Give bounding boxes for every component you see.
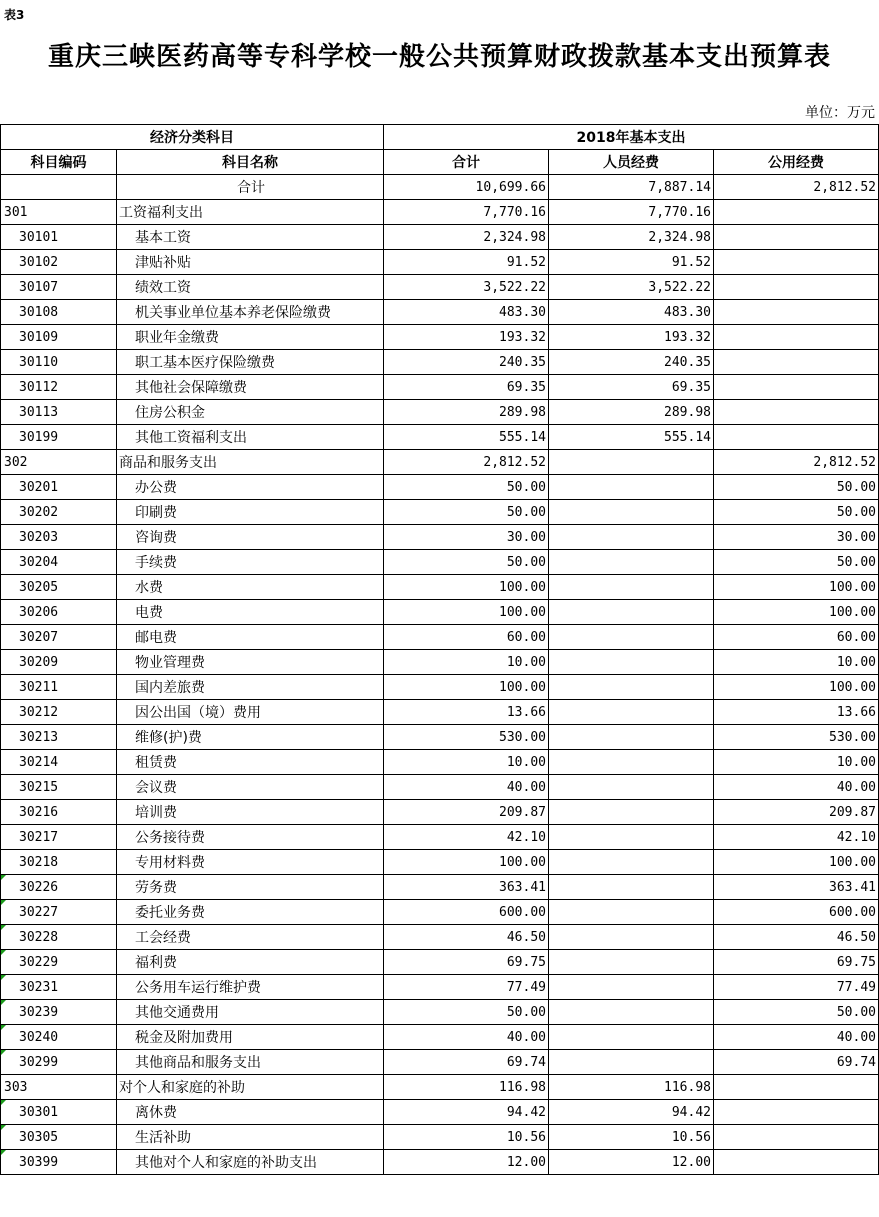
row-code-cell: 30102	[1, 250, 117, 275]
row-total-cell: 10.00	[384, 750, 549, 775]
row-code-cell: 30203	[1, 525, 117, 550]
row-total-cell: 100.00	[384, 850, 549, 875]
table-row	[1, 1050, 879, 1075]
table-row	[1, 200, 879, 225]
row-code-cell: 30212	[1, 700, 117, 725]
row-code-cell: 30205	[1, 575, 117, 600]
row-name-cell: 印刷费	[117, 500, 384, 525]
row-personnel-cell	[549, 950, 714, 975]
row-total-cell: 69.74	[384, 1050, 549, 1075]
row-total-cell: 483.30	[384, 300, 549, 325]
row-total-cell: 116.98	[384, 1075, 549, 1100]
row-public-cell: 530.00	[714, 725, 879, 750]
row-personnel-cell: 193.32	[549, 325, 714, 350]
row-total-cell: 46.50	[384, 925, 549, 950]
row-code-cell: 30213	[1, 725, 117, 750]
row-total-cell: 60.00	[384, 625, 549, 650]
row-name-cell: 电费	[117, 600, 384, 625]
row-code-cell: 30305	[1, 1125, 117, 1150]
row-personnel-cell	[549, 650, 714, 675]
row-personnel-cell: 10.56	[549, 1125, 714, 1150]
row-name-cell: 福利费	[117, 950, 384, 975]
row-code-cell: 30299	[1, 1050, 117, 1075]
row-total-cell: 2,324.98	[384, 225, 549, 250]
row-personnel-cell	[549, 775, 714, 800]
unit-label: 单位：万元	[805, 105, 875, 121]
budget-table	[0, 124, 879, 1175]
table-row	[1, 450, 879, 475]
row-public-cell: 10.00	[714, 750, 879, 775]
table-row	[1, 725, 879, 750]
row-personnel-cell	[549, 750, 714, 775]
row-public-cell: 40.00	[714, 775, 879, 800]
row-total-cell: 42.10	[384, 825, 549, 850]
row-personnel-cell	[549, 625, 714, 650]
row-total-cell: 100.00	[384, 600, 549, 625]
table-header	[1, 125, 879, 175]
row-total-cell: 50.00	[384, 500, 549, 525]
row-total-cell: 209.87	[384, 800, 549, 825]
row-public-cell: 40.00	[714, 1025, 879, 1050]
row-public-cell	[714, 400, 879, 425]
table-row	[1, 1025, 879, 1050]
table-row	[1, 1000, 879, 1025]
table-row	[1, 975, 879, 1000]
row-name-cell: 其他商品和服务支出	[117, 1050, 384, 1075]
row-public-cell: 100.00	[714, 600, 879, 625]
row-total-cell: 240.35	[384, 350, 549, 375]
row-public-cell	[714, 300, 879, 325]
row-personnel-cell: 2,324.98	[549, 225, 714, 250]
row-code-cell: 301	[1, 200, 117, 225]
row-public-cell: 10.00	[714, 650, 879, 675]
row-public-cell	[714, 1150, 879, 1175]
row-name-cell: 劳务费	[117, 875, 384, 900]
row-code-cell: 30301	[1, 1100, 117, 1125]
row-personnel-cell	[549, 1025, 714, 1050]
table-row	[1, 325, 879, 350]
row-personnel-cell	[549, 875, 714, 900]
row-name-cell: 其他社会保障缴费	[117, 375, 384, 400]
row-name-cell: 水费	[117, 575, 384, 600]
table-label: 表3	[4, 8, 25, 22]
header-public: 公用经费	[714, 150, 879, 175]
table-row	[1, 950, 879, 975]
row-name-cell: 绩效工资	[117, 275, 384, 300]
row-total-cell: 13.66	[384, 700, 549, 725]
row-name-cell: 专用材料费	[117, 850, 384, 875]
row-public-cell: 50.00	[714, 475, 879, 500]
row-name-cell: 手续费	[117, 550, 384, 575]
row-code-cell: 30215	[1, 775, 117, 800]
table-row	[1, 350, 879, 375]
row-name-cell: 合计	[117, 175, 384, 200]
row-public-cell: 209.87	[714, 800, 879, 825]
table-row	[1, 800, 879, 825]
row-name-cell: 物业管理费	[117, 650, 384, 675]
row-name-cell: 咨询费	[117, 525, 384, 550]
table-row	[1, 900, 879, 925]
row-code-cell: 30202	[1, 500, 117, 525]
row-public-cell: 600.00	[714, 900, 879, 925]
row-personnel-cell	[549, 1000, 714, 1025]
table-row	[1, 1150, 879, 1175]
header-basic-group: 2018年基本支出	[384, 125, 879, 150]
row-code-cell: 30211	[1, 675, 117, 700]
row-total-cell: 69.35	[384, 375, 549, 400]
row-personnel-cell	[549, 550, 714, 575]
header-personnel: 人员经费	[549, 150, 714, 175]
row-code-cell: 30112	[1, 375, 117, 400]
table-row	[1, 500, 879, 525]
row-public-cell: 2,812.52	[714, 175, 879, 200]
row-total-cell: 3,522.22	[384, 275, 549, 300]
table-row	[1, 175, 879, 200]
row-personnel-cell	[549, 575, 714, 600]
row-public-cell: 60.00	[714, 625, 879, 650]
row-code-cell: 30214	[1, 750, 117, 775]
table-row	[1, 825, 879, 850]
row-public-cell	[714, 325, 879, 350]
row-total-cell: 289.98	[384, 400, 549, 425]
row-personnel-cell: 240.35	[549, 350, 714, 375]
table-row	[1, 425, 879, 450]
row-name-cell: 因公出国（境）费用	[117, 700, 384, 725]
row-public-cell: 69.75	[714, 950, 879, 975]
row-personnel-cell: 7,770.16	[549, 200, 714, 225]
row-total-cell: 12.00	[384, 1150, 549, 1175]
row-code-cell: 30113	[1, 400, 117, 425]
row-code-cell: 30240	[1, 1025, 117, 1050]
row-public-cell: 50.00	[714, 550, 879, 575]
row-total-cell: 193.32	[384, 325, 549, 350]
row-public-cell: 50.00	[714, 1000, 879, 1025]
table-row	[1, 575, 879, 600]
row-total-cell: 69.75	[384, 950, 549, 975]
row-public-cell	[714, 350, 879, 375]
table-row	[1, 225, 879, 250]
row-public-cell: 100.00	[714, 575, 879, 600]
row-personnel-cell: 12.00	[549, 1150, 714, 1175]
table-row	[1, 700, 879, 725]
row-code-cell: 30217	[1, 825, 117, 850]
row-public-cell: 363.41	[714, 875, 879, 900]
table-row	[1, 1125, 879, 1150]
row-code-cell: 30239	[1, 1000, 117, 1025]
table-row	[1, 375, 879, 400]
row-name-cell: 公务接待费	[117, 825, 384, 850]
row-personnel-cell	[549, 1050, 714, 1075]
row-public-cell: 42.10	[714, 825, 879, 850]
row-public-cell: 30.00	[714, 525, 879, 550]
table-row	[1, 600, 879, 625]
table-row	[1, 925, 879, 950]
row-public-cell: 77.49	[714, 975, 879, 1000]
row-personnel-cell	[549, 525, 714, 550]
row-name-cell: 住房公积金	[117, 400, 384, 425]
row-name-cell: 对个人和家庭的补助	[117, 1075, 384, 1100]
row-personnel-cell	[549, 500, 714, 525]
row-personnel-cell	[549, 675, 714, 700]
row-personnel-cell	[549, 700, 714, 725]
row-name-cell: 培训费	[117, 800, 384, 825]
row-total-cell: 91.52	[384, 250, 549, 275]
row-name-cell: 税金及附加费用	[117, 1025, 384, 1050]
row-code-cell: 30204	[1, 550, 117, 575]
row-name-cell: 会议费	[117, 775, 384, 800]
row-code-cell: 30206	[1, 600, 117, 625]
row-public-cell	[714, 250, 879, 275]
row-personnel-cell	[549, 600, 714, 625]
header-econ-group: 经济分类科目	[1, 125, 384, 150]
row-code-cell: 30107	[1, 275, 117, 300]
row-code-cell: 30201	[1, 475, 117, 500]
row-total-cell: 555.14	[384, 425, 549, 450]
row-name-cell: 基本工资	[117, 225, 384, 250]
table-row	[1, 750, 879, 775]
row-code-cell: 30229	[1, 950, 117, 975]
row-total-cell: 10.56	[384, 1125, 549, 1150]
row-name-cell: 其他对个人和家庭的补助支出	[117, 1150, 384, 1175]
row-total-cell: 600.00	[384, 900, 549, 925]
row-personnel-cell	[549, 825, 714, 850]
row-code-cell: 30101	[1, 225, 117, 250]
row-public-cell	[714, 1075, 879, 1100]
row-code-cell: 30199	[1, 425, 117, 450]
row-name-cell: 职工基本医疗保险缴费	[117, 350, 384, 375]
row-total-cell: 2,812.52	[384, 450, 549, 475]
row-code-cell: 303	[1, 1075, 117, 1100]
row-name-cell: 津贴补贴	[117, 250, 384, 275]
row-name-cell: 机关事业单位基本养老保险缴费	[117, 300, 384, 325]
row-public-cell: 2,812.52	[714, 450, 879, 475]
row-personnel-cell: 555.14	[549, 425, 714, 450]
table-row	[1, 250, 879, 275]
row-personnel-cell: 69.35	[549, 375, 714, 400]
row-personnel-cell: 91.52	[549, 250, 714, 275]
row-public-cell: 50.00	[714, 500, 879, 525]
row-name-cell: 办公费	[117, 475, 384, 500]
row-total-cell: 10.00	[384, 650, 549, 675]
page-title: 重庆三峡医药高等专科学校一般公共预算财政拨款基本支出预算表	[47, 42, 831, 72]
row-personnel-cell	[549, 850, 714, 875]
row-code-cell: 302	[1, 450, 117, 475]
row-name-cell: 其他工资福利支出	[117, 425, 384, 450]
row-code-cell	[1, 175, 117, 200]
row-name-cell: 委托业务费	[117, 900, 384, 925]
row-code-cell: 30110	[1, 350, 117, 375]
row-name-cell: 工资福利支出	[117, 200, 384, 225]
row-total-cell: 100.00	[384, 575, 549, 600]
table-row	[1, 1075, 879, 1100]
row-code-cell: 30228	[1, 925, 117, 950]
row-name-cell: 职业年金缴费	[117, 325, 384, 350]
row-personnel-cell: 116.98	[549, 1075, 714, 1100]
row-public-cell	[714, 1100, 879, 1125]
row-name-cell: 商品和服务支出	[117, 450, 384, 475]
table-row	[1, 875, 879, 900]
table-row	[1, 400, 879, 425]
row-code-cell: 30231	[1, 975, 117, 1000]
row-public-cell: 100.00	[714, 850, 879, 875]
row-total-cell: 40.00	[384, 775, 549, 800]
row-public-cell	[714, 275, 879, 300]
row-public-cell: 13.66	[714, 700, 879, 725]
row-total-cell: 10,699.66	[384, 175, 549, 200]
row-public-cell: 46.50	[714, 925, 879, 950]
row-code-cell: 30209	[1, 650, 117, 675]
row-personnel-cell	[549, 925, 714, 950]
row-total-cell: 30.00	[384, 525, 549, 550]
row-code-cell: 30218	[1, 850, 117, 875]
table-row	[1, 300, 879, 325]
row-code-cell: 30207	[1, 625, 117, 650]
row-code-cell: 30216	[1, 800, 117, 825]
header-total: 合计	[384, 150, 549, 175]
table-row	[1, 525, 879, 550]
table-row	[1, 675, 879, 700]
row-personnel-cell	[549, 450, 714, 475]
row-name-cell: 离休费	[117, 1100, 384, 1125]
table-row	[1, 625, 879, 650]
row-personnel-cell	[549, 475, 714, 500]
row-public-cell	[714, 1125, 879, 1150]
row-personnel-cell: 94.42	[549, 1100, 714, 1125]
row-code-cell: 30226	[1, 875, 117, 900]
row-name-cell: 工会经费	[117, 925, 384, 950]
row-total-cell: 50.00	[384, 1000, 549, 1025]
row-personnel-cell	[549, 725, 714, 750]
row-public-cell	[714, 200, 879, 225]
row-name-cell: 公务用车运行维护费	[117, 975, 384, 1000]
table-row	[1, 650, 879, 675]
row-public-cell	[714, 225, 879, 250]
row-code-cell: 30399	[1, 1150, 117, 1175]
table-row	[1, 475, 879, 500]
row-total-cell: 94.42	[384, 1100, 549, 1125]
row-total-cell: 7,770.16	[384, 200, 549, 225]
table-row	[1, 775, 879, 800]
table-row	[1, 850, 879, 875]
row-code-cell: 30227	[1, 900, 117, 925]
header-name: 科目名称	[117, 150, 384, 175]
row-public-cell	[714, 425, 879, 450]
table-row	[1, 550, 879, 575]
row-name-cell: 国内差旅费	[117, 675, 384, 700]
row-total-cell: 77.49	[384, 975, 549, 1000]
row-total-cell: 40.00	[384, 1025, 549, 1050]
row-public-cell: 69.74	[714, 1050, 879, 1075]
row-total-cell: 530.00	[384, 725, 549, 750]
row-public-cell: 100.00	[714, 675, 879, 700]
row-total-cell: 50.00	[384, 550, 549, 575]
header-code: 科目编码	[1, 150, 117, 175]
row-code-cell: 30109	[1, 325, 117, 350]
row-name-cell: 维修(护)费	[117, 725, 384, 750]
row-personnel-cell	[549, 900, 714, 925]
row-personnel-cell: 3,522.22	[549, 275, 714, 300]
row-code-cell: 30108	[1, 300, 117, 325]
row-name-cell: 租赁费	[117, 750, 384, 775]
row-total-cell: 100.00	[384, 675, 549, 700]
row-name-cell: 生活补助	[117, 1125, 384, 1150]
row-name-cell: 邮电费	[117, 625, 384, 650]
row-public-cell	[714, 375, 879, 400]
table-row	[1, 275, 879, 300]
row-personnel-cell: 7,887.14	[549, 175, 714, 200]
row-personnel-cell	[549, 975, 714, 1000]
row-personnel-cell: 289.98	[549, 400, 714, 425]
row-total-cell: 363.41	[384, 875, 549, 900]
row-name-cell: 其他交通费用	[117, 1000, 384, 1025]
row-personnel-cell	[549, 800, 714, 825]
row-total-cell: 50.00	[384, 475, 549, 500]
table-row	[1, 1100, 879, 1125]
table-body	[1, 175, 879, 1175]
row-personnel-cell: 483.30	[549, 300, 714, 325]
